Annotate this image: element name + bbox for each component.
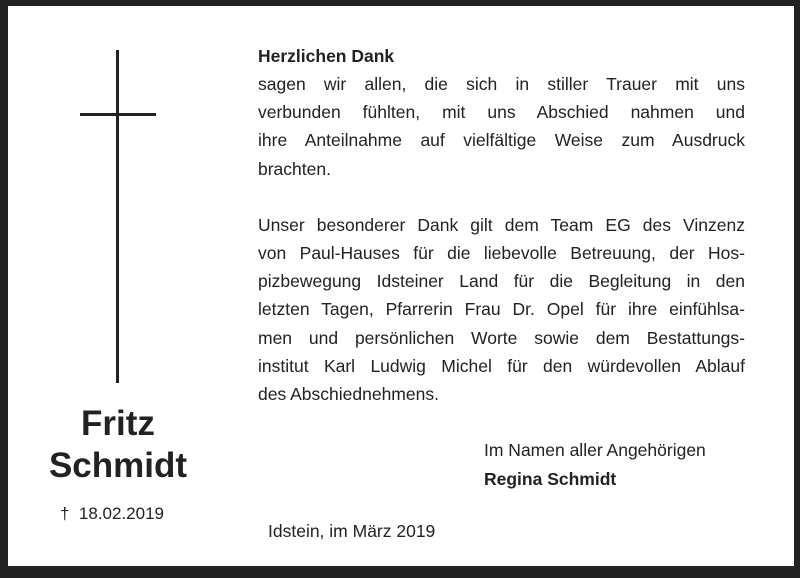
death-date-line (60, 504, 164, 524)
paragraph2-line: pizbewegung Idsteiner Land für die Begleitung in den (258, 271, 745, 291)
paragraph2-line: letzten Tagen, Pfarrerin Frau Dr. Opel für ihre einfühlsa- (258, 299, 745, 319)
signature-name: Regina Schmidt (484, 469, 617, 489)
paragraph2-line: von Paul-Hauses für die liebevolle Betreuung, der Hos- (258, 243, 745, 263)
death-date: 18.02.2019 (78, 504, 165, 523)
place-date: Idstein, im März 2019 (268, 521, 436, 541)
signature-intro: Im Namen aller Angehörigen (484, 440, 706, 460)
heading: Herzlichen Dank (258, 46, 395, 66)
paragraph1-line: verbunden fühlten, mit uns Abschied nahmen und (258, 102, 745, 122)
paragraph1-line: brachten. (258, 159, 331, 179)
dagger-icon: † (60, 504, 70, 523)
paragraph2-line: institut Karl Ludwig Michel für den würdevollen Ablauf (258, 356, 745, 376)
paragraph2-line: des Abschiednehmens. (258, 384, 439, 404)
paragraph1-line: ihre Anteilnahme auf vielfältige Weise zum Ausdruck (258, 130, 745, 150)
paragraph2-line: Unser besonderer Dank gilt dem Team EG des Vinzenz (258, 215, 745, 235)
obituary-card (8, 6, 794, 566)
deceased-first-name: Fritz (81, 404, 155, 443)
paragraph1-line: sagen wir allen, die sich in stiller Trauer mit uns (258, 74, 745, 94)
paragraph2-line: men und persönlichen Worte sowie dem Bestattungs- (258, 328, 745, 348)
deceased-last-name: Schmidt (48, 446, 188, 485)
